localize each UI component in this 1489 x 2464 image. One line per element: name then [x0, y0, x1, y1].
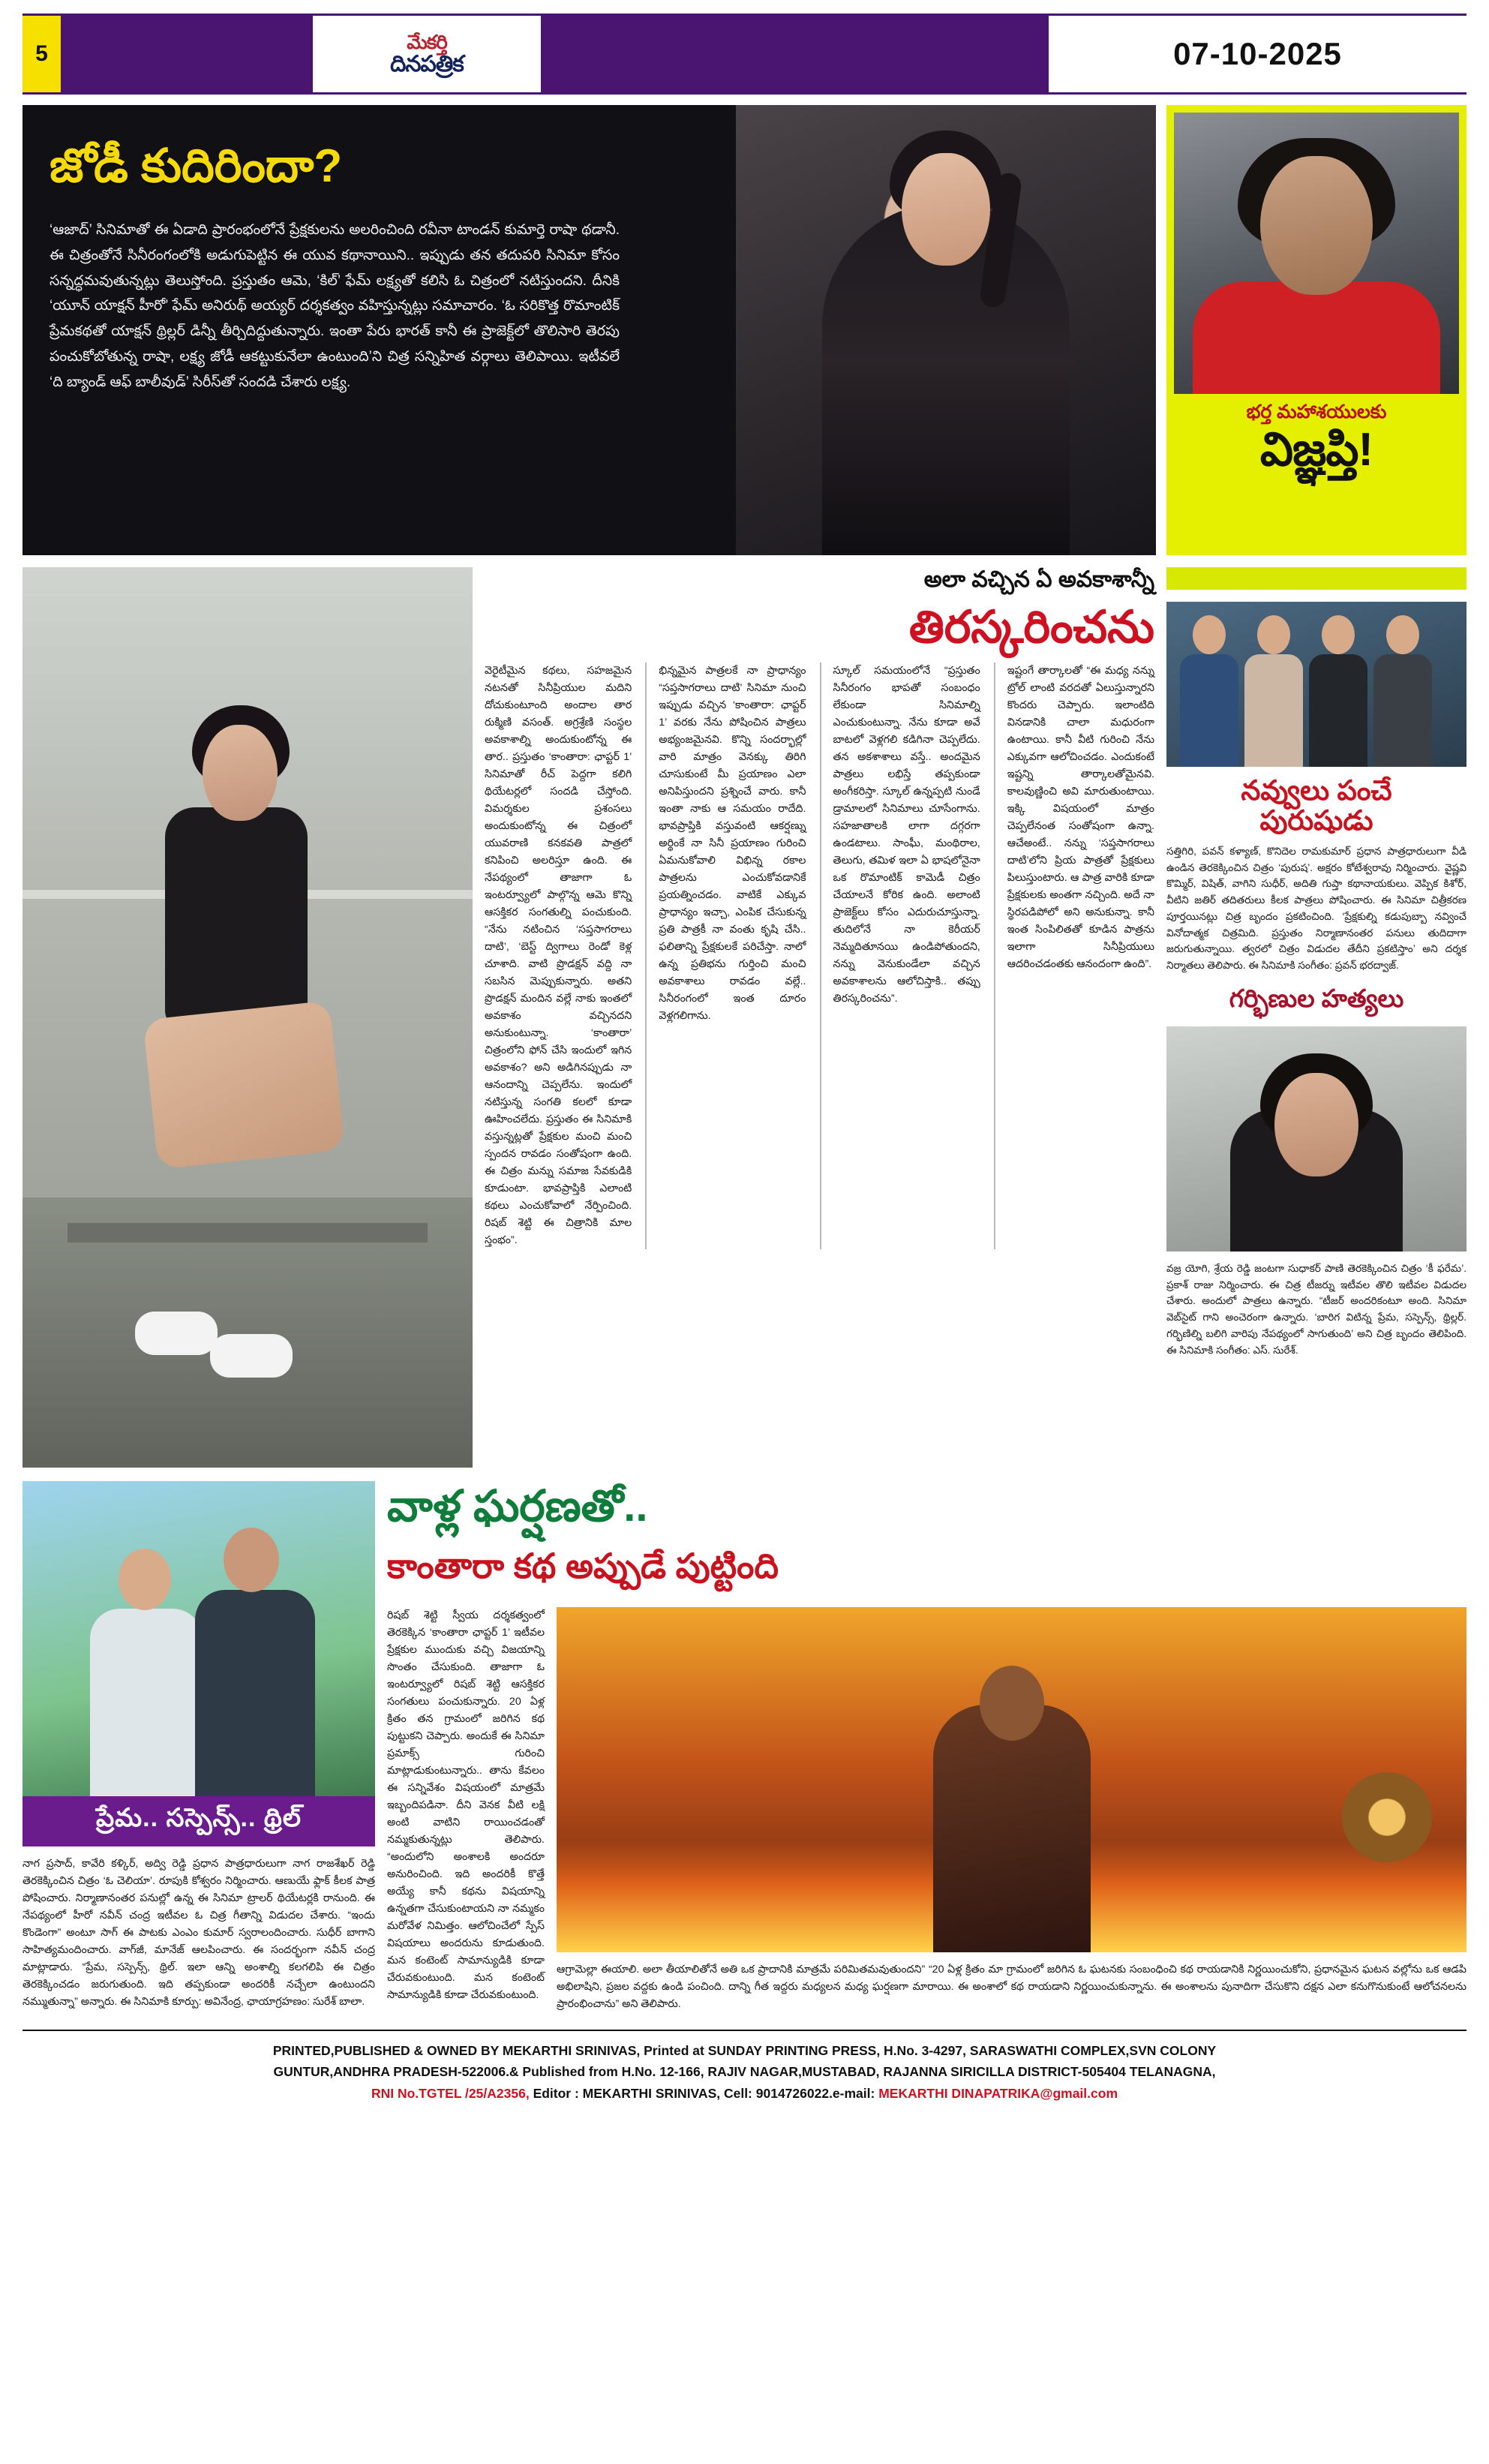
second-story-band	[23, 567, 1466, 1468]
rail-laugh-headline-line-1: నవ్వులు పంచే	[1241, 775, 1392, 806]
top-right-yellow-panel	[1166, 105, 1466, 555]
second-story-photo	[23, 567, 473, 1468]
red-shirt-shape	[1193, 281, 1440, 394]
second-story-col-2: భిన్నమైన పాత్రలకే నా ప్రాధాన్యం “సప్తసాగరాలు దాటి’ సినిమా నుంచి ఇప్పుడు వచ్చిన ‘కాంతారా: ఛాప్టర్‌ 1’ వరకు నేను పోషించిన పాత్రలు అభ్యంజమైనవి. కొన్ని సందర్భాల్లో వారి మాత్రం వెనక్కు తిరిగి చూసుకుంటే మీ ప్రయాణం ఎలా అనిపిస్తుందని ప్రశ్నించే వారు. కానీ ఇంతా నాకు ఆ సమయం రాదేది. భావప్రాప్తికి వస్తువంటి ఆకర్షణ్ను అర్థింకే నా సినీ ప్రయాణం గురించి ఏమనుకోవాలి విభిన్న రకాల పాత్రలను ఎంచుకోవడానికే ప్రయత్నించడం. వాటికే ఎక్కువ ప్రాధాన్యం ఇచ్చా, ఎంపిక చేసుకున్న ప్రతి పాత్రకీ నా వంతు కృషి చేసి.. ఫలితాన్ని ప్రేక్షకులకే పరిచేస్తా. నాలో ఉన్న ప్రతిభను గుర్తించి మంచి అవకాశాలు రావడం వల్లే.. సినీరంగంలో ఇంత దూరం వెళ్లగలిగాను.	[645, 663, 806, 1249]
third-left-headline: ప్రేమ.. సస్పెన్స్‌.. థ్రిల్	[23, 1796, 375, 1846]
person-3-shape	[1309, 654, 1367, 767]
head-2-shape	[1257, 615, 1290, 654]
third-left-body: నాగ ప్రసాద్‌, కావేరి కళ్కిర్‌, అద్వి రెడ్డి ప్రధాన పాత్రధారులుగా నాగ రాజశేఖర్‌ రెడ్డి తెరకెక్కించిన చిత్రం ‘ఓ చెలియా’. రూపుకి కోశ్వరం నిర్మించారు. ఆణుయే ఫ్లాక్‌ కీలక పాత్ర పోషించారు. నిర్మాణానంతర పనుల్లో ఉన్న ఈ సినిమా ట్రాలర్‌ థియేటర్లకి రానుంది. ఈ నేపథ్యంలో హీరో నవీన్‌ చంద్ర ఇటీవల ఓ చిత్ర గీతాన్ని విడుదల చేశారు. “ఇందు కొండెంగా” అంటూ సాగ్‌ ఈ పాటకు ఎంఎం కుమార్‌ స్వరాలందించారు. సుధీర్‌ బాగాని సాహిత్యమందించారు. వాగ్‌జీ, మానేజ్‌ ఆలపించారు. ఈ సందర్భంగా నవీన్‌ చంద్ర మాట్లాడారు. “ప్రేమ, సస్పెన్స్‌, థ్రిల్‌. ఇలా ఆన్ని అంశాల్ని కలగలిపి ఈ చిత్రం తెరకెక్కించడం జరుగుతుంది. ఇది తప్పకుండా అందరికీ నచ్చేలా ఉంటుందని నమ్ముతున్నా” అన్నారు. ఈ సినిమాకి కూర్పు: అవినేంద్ర, ఛాయాగ్రహణం: సురేశ్‌ బాలా.	[23, 1858, 375, 2008]
top-story-panel	[23, 105, 1156, 555]
top-right-headline: విజ్ఞప్తి!	[1259, 424, 1373, 476]
warrior-head-shape	[980, 1666, 1044, 1741]
edition-date: 07-10-2025	[1173, 36, 1342, 71]
face-shape-2	[203, 725, 278, 821]
legs-shape	[143, 1000, 345, 1169]
masthead-date-wrap	[1046, 16, 1466, 92]
masthead-mid-fill	[543, 16, 1046, 92]
head-4-shape	[1386, 615, 1419, 654]
third-story-middle	[387, 1481, 1466, 2013]
logo-line-2: దినపత్రిక	[390, 51, 464, 77]
head-1-shape	[1193, 615, 1226, 654]
third-story-band	[23, 1481, 1466, 2013]
masthead-left-fill	[63, 16, 311, 92]
third-mid-columns	[387, 1607, 1466, 2013]
second-story-col-1: వెరైటీమైన కథలు, సహజమైన నటనతో సినీప్రియుల మదిని దోచుకుంటూంది అందాల తార రుక్మిణి వసంత్‌. అగ్రశ్రేణి సంస్థల అవకాశాల్ని అందుకుంటోన్న ఈ తార.. ప్రస్తుతం ‘కాంతారా: ఛాప్టర్‌ 1’ సినిమాతో రీచ్‌ పెద్దగా కలిగి థియేటర్లలో సందడి చేస్తోంది. విమర్శకుల ప్రశంసలు అందుకుంటోన్న ఈ చిత్రంలో యువరాణి కనకవతి పాత్రలో కనిపించి అలరిస్తూ ఉంది. ఈ నేపథ్యంలో తాజాగా ఓ ఇంటర్వ్యూలో పాల్గొన్న ఆమె కొన్ని ఆసక్తికర సంగతుల్ని పంచుకుంది. “నేను నటించిన ‘సప్తసాగరాలు దాటి’, ‘బెస్ట్‌ ద్విగాలు రెండో కెళ్ల చూశాది. వాటి ప్రొడక్షన్‌ వద్ది నా సబసిన మెప్పుకున్నారు. అతని ప్రొడక్షన్‌ మందిన వల్లే నాకు ఇంతలో అవకాశం వచ్చినదని అనుకుంటున్నా. ‘కాంతారా’ చిత్రంలోని ఫోన్‌ చేసి ఇందులో ఇగిన అవకాశం? అని అడిగినప్పుడు నా ఆనందాన్ని చెప్పలేను. ఇందులో నటిస్తున్న సంగతి కలలో కూడా ఊహించలేదు. ప్రస్తుతం ఈ సినిమాకి వస్తున్నట్లతో ప్రేక్షకుల మంచి మంచి స్పందన రావడం సంతోషంగా ఉంది. ఈ చిత్రం మన్ను సమాజ సేవకుడికి కూడుంటా. భావప్రాప్తికి ఎలాంటి కథలు ఎంచుకోవాలో నేర్పించింది. రిషబ్‌ శెట్టి ఈ చిత్రానికి మాల స్తంభం”.	[485, 665, 632, 1247]
footer-line-1: PRINTED,PUBLISHED & OWNED BY MEKARTHI SRINIVAS, Printed at SUNDAY PRINTING PRESS, H.No. 3-4297, SARASWATHI COMPLEX,SVN COLONY	[272, 2043, 1217, 2058]
couple-person-2-shape	[195, 1590, 315, 1796]
rail-garbhini-headline: గర్భిణుల హత్యలు	[1229, 984, 1404, 1012]
person-1-shape	[1180, 654, 1238, 767]
shield-shape	[1342, 1772, 1432, 1862]
rail-laugh-body: సత్తిగిరి, పవన్‌ కళ్యాణ్‌, కొనిదెల రామకుమార్‌ ప్రధాన పాత్రధారులుగా వీడి ఉండిన తెరకెక్కించిన చిత్రం ‘పురుష’. అక్షరం కోటేశ్వరావు నిర్మించారు. వైష్ణవి కొమ్మిర్‌, విషిత్‌, వాగిని సుధీర్‌, అదితి గుప్తా కథానాయకులు. వెప్పిక కిశోర్‌, వీటిని జతిర్‌ తదితరులు కీలక పాత్రలు పోషించారు. ఈ సినిమా చిత్రీకరణ పూర్తయినట్లు చిత్ర బృందం ప్రకటించింది. ‘ప్రేక్షకుల్ని కడుపుబ్బా నవ్వించే వినోదాత్మక చిత్రమిది. ప్రస్తుతం నిర్మాణానంతర పనులు తుదిదాగా జరుగుతున్నాయి. త్వరలో చిత్రం విడుదల తేదీని ప్రకటిస్తాం’ అని దర్శక నిర్మాతలు తెలిపారు. ఈ సినిమాకి సంగీతం: ప్రవన్‌ భరద్వాజ్‌.	[1166, 845, 1466, 972]
rail-garbhini-body: వజ్ర యోగి, శ్రేయ రెడ్డి జంటగా సుధాకర్‌ పాణి తెరకెక్కించిన చిత్రం ‘కీ ఫరేమ’. ప్రకాశ్‌ రాజు నిర్మించారు. ఈ చిత్ర టీజర్ను ఇటీవల తొలి ఇటీవల విడుదల చేశారు. అందులో పాత్రలు ఉన్నారు. “టీజర్‌ అందరికంటూ అంది. సినిమా వెబ్‌సైట్‌ గాని అంచెరంగా ఉన్నారు. ‘బారిగ విటిన్న‌ ప్రేమ, సస్పెన్స్‌, థ్రిల్లర్‌. గర్భిణిల్ని బలిగి వారిపు నేపథ్యంలో సాగుతుంది’ అని చిత్ర బృందం తెలిపింది. ఈ సినిమాకి సంగీతం: ఎస్‌. సురేశ్‌.	[1166, 1262, 1466, 1356]
third-mid-headline-1: వాళ్ల ఘర్షణతో..	[387, 1482, 648, 1531]
rail-laugh-headline-line-2: పురుషుడు	[1259, 804, 1373, 836]
person-2-shape	[1244, 654, 1303, 767]
footer-editor: Editor : MEKARTHI SRINIVAS, Cell: 9014726022.e-mail:	[533, 2085, 875, 2101]
newspaper-logo	[311, 16, 543, 92]
rail-laugh-headline	[1166, 776, 1466, 836]
actress-figure-2	[120, 680, 368, 1250]
head-3-shape	[1322, 615, 1355, 654]
couple-head-2-shape	[224, 1528, 279, 1592]
top-story-photo	[736, 105, 1156, 555]
couple-head-1-shape	[119, 1549, 171, 1610]
second-story-col-4: ఇష్టంగే తార్కాలతో “ఈ మధ్య నన్ను ట్రోల్‌ లాంటి వరదతో ఏలుస్తున్నారని కొందరు చెప్పారు. ఇలాంటిది వినడానికి చాలా మధురంగా ఉంటాయి. కానీ వీటి గురించి నేను ఎక్కువగా ఆలోచించడం. ఎందుకంటే ఇష్టన్ని తార్కాలతోమైనవి. కాలవుణ్ణించి అవి మారుతుంటాయి. ఇక్కి విషయంలో మాత్రం చెప్పలేనంత సంతోషంగా ఉన్నా. ఆచేఅంటే.. నన్ను ‘సప్తసాగరాలు దాటి’లోని ప్రియ పాత్రతో ప్రేక్షకులు పిలుస్తుంటారు. ఆ పాత్ర వారికి కూడా ప్రేక్షకులకు అంతగా నచ్చింది. అదే నా స్థిరపడిపోలో అని అనుకున్నా. కానీ ఇంత సింపిలితతో కూడిన పాత్రను ఇలాగా సినీప్రియులు ఆదరించడంతకు ఆనందంగా ఉంది”.	[994, 663, 1154, 1249]
top-story-band	[23, 105, 1466, 555]
third-mid-col-2: ఆగ్రామెల్లా ఈయాలి. అలా తీయాలితోనే అతి ఒక ప్రాదానికి మాత్రమే పరిమితమవుతుందని” “20 ఏళ్ల క్రితం మా గ్రామంలో జరిగిన ఓ ఘటనకు సంబంధించి కథ రాయడానికి నిర్ణయించుకోని, ప్రధానమైన ఘటన వల్లోను ఒక ఆడపి అభిలాషిని, ప్రజల వద్దకు ఉండి పంచింది. దాన్ని గీత ఇద్దరు మధ్యలన మధ్య ఘర్షణగా మారాయి. ఈ అంశాలో కథ రాయడాని నిర్ణయించుకున్నాను. ఈ అంశాలను పునాదిగా చేసుకొని దక్షన ఎలా కనుగొనుకుంటే ఆలోచనలను ప్రారంభించాను” అని తెలిపారు.	[557, 1964, 1466, 2010]
actor-photo	[1174, 113, 1459, 394]
warrior-figure-shape	[933, 1705, 1091, 1952]
group-photo	[1166, 602, 1466, 767]
footer-line-2: GUNTUR,ANDHRA PRADESH-522006.& Published from H.No. 12-166, RAJIV NAGAR,MUSTABAD, RAJANNA SIRICILLA DISTRICT-505404 TELANAGNA,	[273, 2064, 1216, 2080]
second-story-col-3: స్కూల్‌ సమయంలోనే “ప్రస్తుతం సినీరంగం భాపతో సంబంధం లేకుండా సినిమాల్ని ఎంచుకుంటున్నా. నేను కూడా అవే బాటలో వెళ్లగలి కడిగినా చెప్పలేదు. తన అకశాశాలు వస్తే.. అందమైన పాత్రలు లభిస్తే తప్పకుండా అంగీకరిస్తా. స్కూల్‌ ఉన్నప్పటి నుండే డ్రామాలలో సినిమాలు చూసేంగాను. సహజాతాలకి లాగా దగ్గరగా ఉండటాలు. సాంఘీ, మంథిరాల, తెలుగు, తమిళ ఇలా ఏ భాషలోనైనా ఒక రొమాంటిక్‌ కామెడీ చిత్రం చేయాలనే కోరిక ఉంది. అలాంటి ప్రాజెక్ట్‌లు కోసం ఎదురుచూస్తున్నా. తుదిలోనే నా కెరీయర్‌ నెమ్మదితూనయి ఉండిపోతుందని, నన్ను వెనుకుండేలా వచ్చిన అవకాశాలను ఆలోచిస్తాకి.. తప్పు తిరస్కరించను”.	[820, 663, 980, 1249]
second-story-text	[485, 567, 1154, 1249]
shoe-left-shape	[135, 1312, 218, 1355]
right-rail	[1166, 567, 1466, 1358]
footer-rni: RNI No.TGTEL /25/A2356,	[371, 2085, 530, 2101]
page-number: 5	[23, 16, 63, 92]
third-mid-col-1: రిషబ్‌ శెట్టి స్వీయ దర్శకత్వంలో తెరకెక్కిన ‘కాంతారా ఛాప్టర్‌ 1’ ఇటీవల ప్రేక్షకుల ముందుకు వచ్చి విజయాన్ని సొంతం చేసుకుంది. తాజాగా ఓ ఇంటర్వ్యూలో రిషబ్‌ శెట్టి ఆసక్తికర సంగతులు పంచుకున్నారు. 20 ఏళ్ల క్రితం తన గ్రామంలో జరిగిన కథ పుట్టుకని చెప్పారు. అందుకే ఈ సినిమా ప్రమాక్స్‌ గురించి మాట్లాడుకుంటున్నారు.. తాను కేవలం ఈ సన్నివేశం విషయంలో మాత్రమే ఇబ్బందిపడినా. దీని వెనక వీటి లక్షి అంటి వాటిని రాయించడంతో నమ్మకుతున్నట్లు తెలిపారు. “అందులోని అంశాలకి అందరూ అనురించింది. ఇది అందరికీ కొత్తే అయ్యే కానీ కథను విషయాన్ని ఉన్నతగా చేసుకుంటాయని నా నమ్మకం మరోవేళ నిమిత్తం. ఆలోచించేలో స్పేస్‌ విషయాలు అందరును కూడుతుంది. మన కంటెంట్‌ సామాన్యుడికి కూడా చేరువకుంటుంది. మన కంటెంట్‌ సామాన్యుడికి కూడా చేరువకుంటుంది.	[387, 1609, 545, 2001]
top-story-headline: జోడీ కుదిరిందా?	[50, 140, 343, 192]
woman-photo	[1166, 1026, 1466, 1252]
logo-line-1: మేకర్తి	[407, 30, 447, 53]
second-story-headline: తిరస్కరించను	[908, 602, 1154, 652]
third-mid-poster-wrap	[557, 1607, 1466, 2013]
third-mid-headline-2: కాంతారా కథ అప్పుడే పుట్టింది	[387, 1546, 779, 1585]
face-shape	[902, 153, 990, 266]
top-right-subhead: భర్త మహాశయులకు	[1246, 401, 1387, 422]
rail-green-block	[1166, 567, 1466, 590]
actor-face-shape	[1260, 156, 1373, 295]
top-story-body: ‘ఆజాద్‌’ సినిమాతో ఈ ఏడాది ప్రారంభంలోనే ప్రేక్షకులను అలరించింది రవీనా టాండన్‌ కుమార్తె రాషా థడానీ. ఈ చిత్రంతోనే సినీరంగంలోకి అడుగుపెట్టిన ఈ యువ కథానాయిని.. ఇప్పుడు తన తదుపరి సినిమా కోసం సన్నద్ధమవుతున్నట్లు తెలుస్తోంది. ప్రస్తుతం ఆమె, ‘కిల్‌’ ఫేమ్‌ లక్ష్యతో కలిసి ఓ చిత్రంలో నటిస్తుందని. దీనికి ‘యూన్‌ యాక్షన్‌ హీరో’ ఫేమ్‌ అనిరుథ్‌ అయ్యర్‌ దర్శకత్వం వహిస్తున్నట్లు సమాచారం. ‘ఓ సరికొత్త రొమాంటిక్‌ ప్రేమకథతో యాక్షన్‌ థ్రిల్లర్‌ డిన్నీ తీర్చిదిద్దుతున్నారు. ఇంతా పేరు భారత్‌ కానీ ఈ ప్రాజెక్ట్‌లో తొలిసారి తెరపు పంచుకోబోతున్న రాషా, లక్ష్య జోడీ ఆకట్టుకునేలా ఉంటుంది’ని చిత్ర సన్నిహిత వర్గాలు తెలిపాయి. ఇటీవలే ‘ది బ్యాండ్‌ ఆఫ్‌ బాలీవుడ్‌’ సిరీస్‌తో సందడి చేశారు లక్ష్య.	[50, 222, 620, 390]
footer-imprint	[23, 2030, 1466, 2104]
torso-shape	[165, 807, 308, 1032]
second-story-columns	[485, 663, 1154, 1249]
shoe-right-shape	[210, 1334, 293, 1378]
third-story-left	[23, 1481, 375, 2011]
masthead	[23, 14, 1466, 95]
couple-person-1-shape	[90, 1609, 203, 1796]
woman-face-shape	[1274, 1073, 1358, 1176]
person-4-shape	[1373, 654, 1432, 767]
footer-line-3	[23, 2083, 1466, 2104]
couple-photo	[23, 1481, 375, 1796]
footer-email[interactable]: MEKARTHI DINAPATRIKA@gmail.com	[878, 2085, 1118, 2101]
movie-poster	[557, 1607, 1466, 1952]
second-story-kicker: అలా వచ్చిన ఏ అవకాశాన్నీ	[923, 567, 1154, 592]
